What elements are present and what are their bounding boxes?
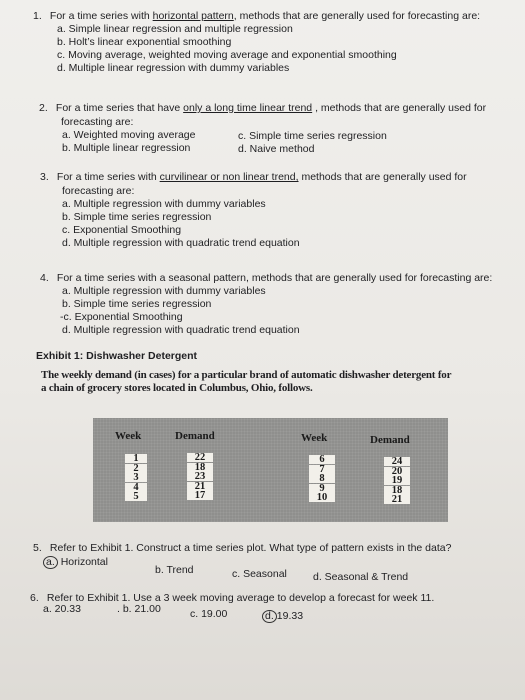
question-stem-post: methods that are generally used for <box>298 171 467 183</box>
table-cell-demand: 22 <box>187 453 213 462</box>
table-cell-demand: 18 <box>187 463 213 472</box>
answer-option: b. Multiple linear regression <box>62 142 191 154</box>
answer-option: c. Simple time series regression <box>238 130 387 142</box>
answer-option: . b. 21.00 <box>117 603 161 615</box>
table-cell-week: 9 <box>309 484 335 493</box>
table-cell-week: 6 <box>309 455 335 464</box>
exhibit-title: Exhibit 1: Dishwasher Detergent <box>36 350 198 362</box>
question-stem-pre: For a time series that have <box>55 102 184 114</box>
table-cell-demand: 20 <box>384 467 410 476</box>
question-1 <box>33 10 503 23</box>
question-5 <box>33 542 503 555</box>
answer-option: a. Weighted moving average <box>62 129 196 141</box>
table-header: Week <box>301 432 328 444</box>
answer-option: c. Exponential Smoothing <box>62 224 182 236</box>
table-header: Demand <box>370 434 410 446</box>
table-cell-demand: 18 <box>384 486 410 495</box>
table-cell-week: 4 <box>125 483 147 492</box>
table-header: Week <box>115 430 142 442</box>
table-header: Demand <box>175 430 215 442</box>
table-cell-week: 3 <box>125 473 147 482</box>
answer-option: d. Multiple linear regression with dummy variables <box>57 62 290 74</box>
table-cell-demand: 23 <box>187 472 213 481</box>
table-cell-demand: 19 <box>384 476 410 485</box>
question-stem-underlined: only a long time linear trend <box>183 102 313 114</box>
table-cell-week: 2 <box>125 464 147 473</box>
question-stem-continued: forecasting are: <box>62 185 135 197</box>
question-3 <box>40 171 510 184</box>
question-stem-underlined: horizontal pattern <box>152 10 234 22</box>
answer-option: a. 20.33 <box>43 603 81 615</box>
table-cell-demand: 24 <box>384 457 410 466</box>
answer-option-text: Horizontal <box>60 556 108 568</box>
question-stem: Refer to Exhibit 1. Construct a time series plot. What type of pattern exists in the data? <box>49 542 452 554</box>
exhibit-intro-line-2: a chain of grocery stores located in Columbus, Ohio, follows. <box>41 382 313 394</box>
table-cell-demand: 17 <box>187 491 213 500</box>
answer-option-text: 19.33 <box>276 610 304 622</box>
question-stem-post: , methods that are generally used for forecasting are: <box>233 10 481 22</box>
exhibit-intro-line-1: The weekly demand (in cases) for a particular brand of automatic dishwasher detergent for <box>41 369 452 381</box>
question-stem-pre: For a time series with <box>49 10 153 22</box>
question-number: 5. <box>33 542 42 554</box>
question-number: 4. <box>40 272 49 284</box>
table-cell-week: 1 <box>125 454 147 463</box>
table-cell-week: 5 <box>125 492 147 501</box>
question-number: 6. <box>30 592 39 604</box>
question-number: 2. <box>39 102 48 114</box>
table-cell-week: 8 <box>309 474 335 483</box>
answer-circle-marker: d. <box>262 610 277 623</box>
answer-option: d. Seasonal & Trend <box>313 571 409 583</box>
answer-option: b. Simple time series regression <box>62 298 212 310</box>
question-stem: For a time series with a seasonal pattern, methods that are generally used for forecasting are: <box>56 272 493 284</box>
question-stem-pre: For a time series with <box>56 171 160 183</box>
answer-circle-marker: a. <box>43 556 58 569</box>
table-cell-week: 10 <box>309 493 335 502</box>
answer-option: c. Seasonal <box>232 568 287 580</box>
question-6 <box>30 592 500 605</box>
answer-option: c. Moving average, weighted moving average and exponential smoothing <box>57 49 397 61</box>
answer-option: a. Multiple regression with dummy variables <box>62 198 266 210</box>
answer-option: b. Simple time series regression <box>62 211 212 223</box>
answer-option: -c. Exponential Smoothing <box>60 311 183 323</box>
answer-option: a. Multiple regression with dummy variables <box>62 285 266 297</box>
answer-option: c. 19.00 <box>190 608 228 620</box>
answer-option-selected <box>43 556 108 569</box>
question-stem-underlined: curvilinear or non linear trend, <box>159 171 299 183</box>
answer-option: d. Multiple regression with quadratic trend equation <box>62 237 300 249</box>
answer-option: d. Multiple regression with quadratic trend equation <box>62 324 300 336</box>
demand-table <box>93 418 448 522</box>
answer-option: b. Holt’s linear exponential smoothing <box>57 36 232 48</box>
question-4 <box>40 272 510 285</box>
table-cell-week: 7 <box>309 465 335 474</box>
question-stem: Refer to Exhibit 1. Use a 3 week moving average to develop a forecast for week 11. <box>46 592 435 604</box>
answer-option: a. Simple linear regression and multiple regression <box>57 23 293 35</box>
table-cell-demand: 21 <box>384 495 410 504</box>
question-2 <box>39 102 509 115</box>
answer-option-selected <box>262 610 303 623</box>
answer-option: b. Trend <box>155 564 194 576</box>
question-number: 3. <box>40 171 49 183</box>
question-stem-post: , methods that are generally used for <box>312 102 487 114</box>
table-cell-demand: 21 <box>187 482 213 491</box>
answer-option: d. Naive method <box>238 143 315 155</box>
question-number: 1. <box>33 10 42 22</box>
question-stem-continued: forecasting are: <box>61 116 134 128</box>
